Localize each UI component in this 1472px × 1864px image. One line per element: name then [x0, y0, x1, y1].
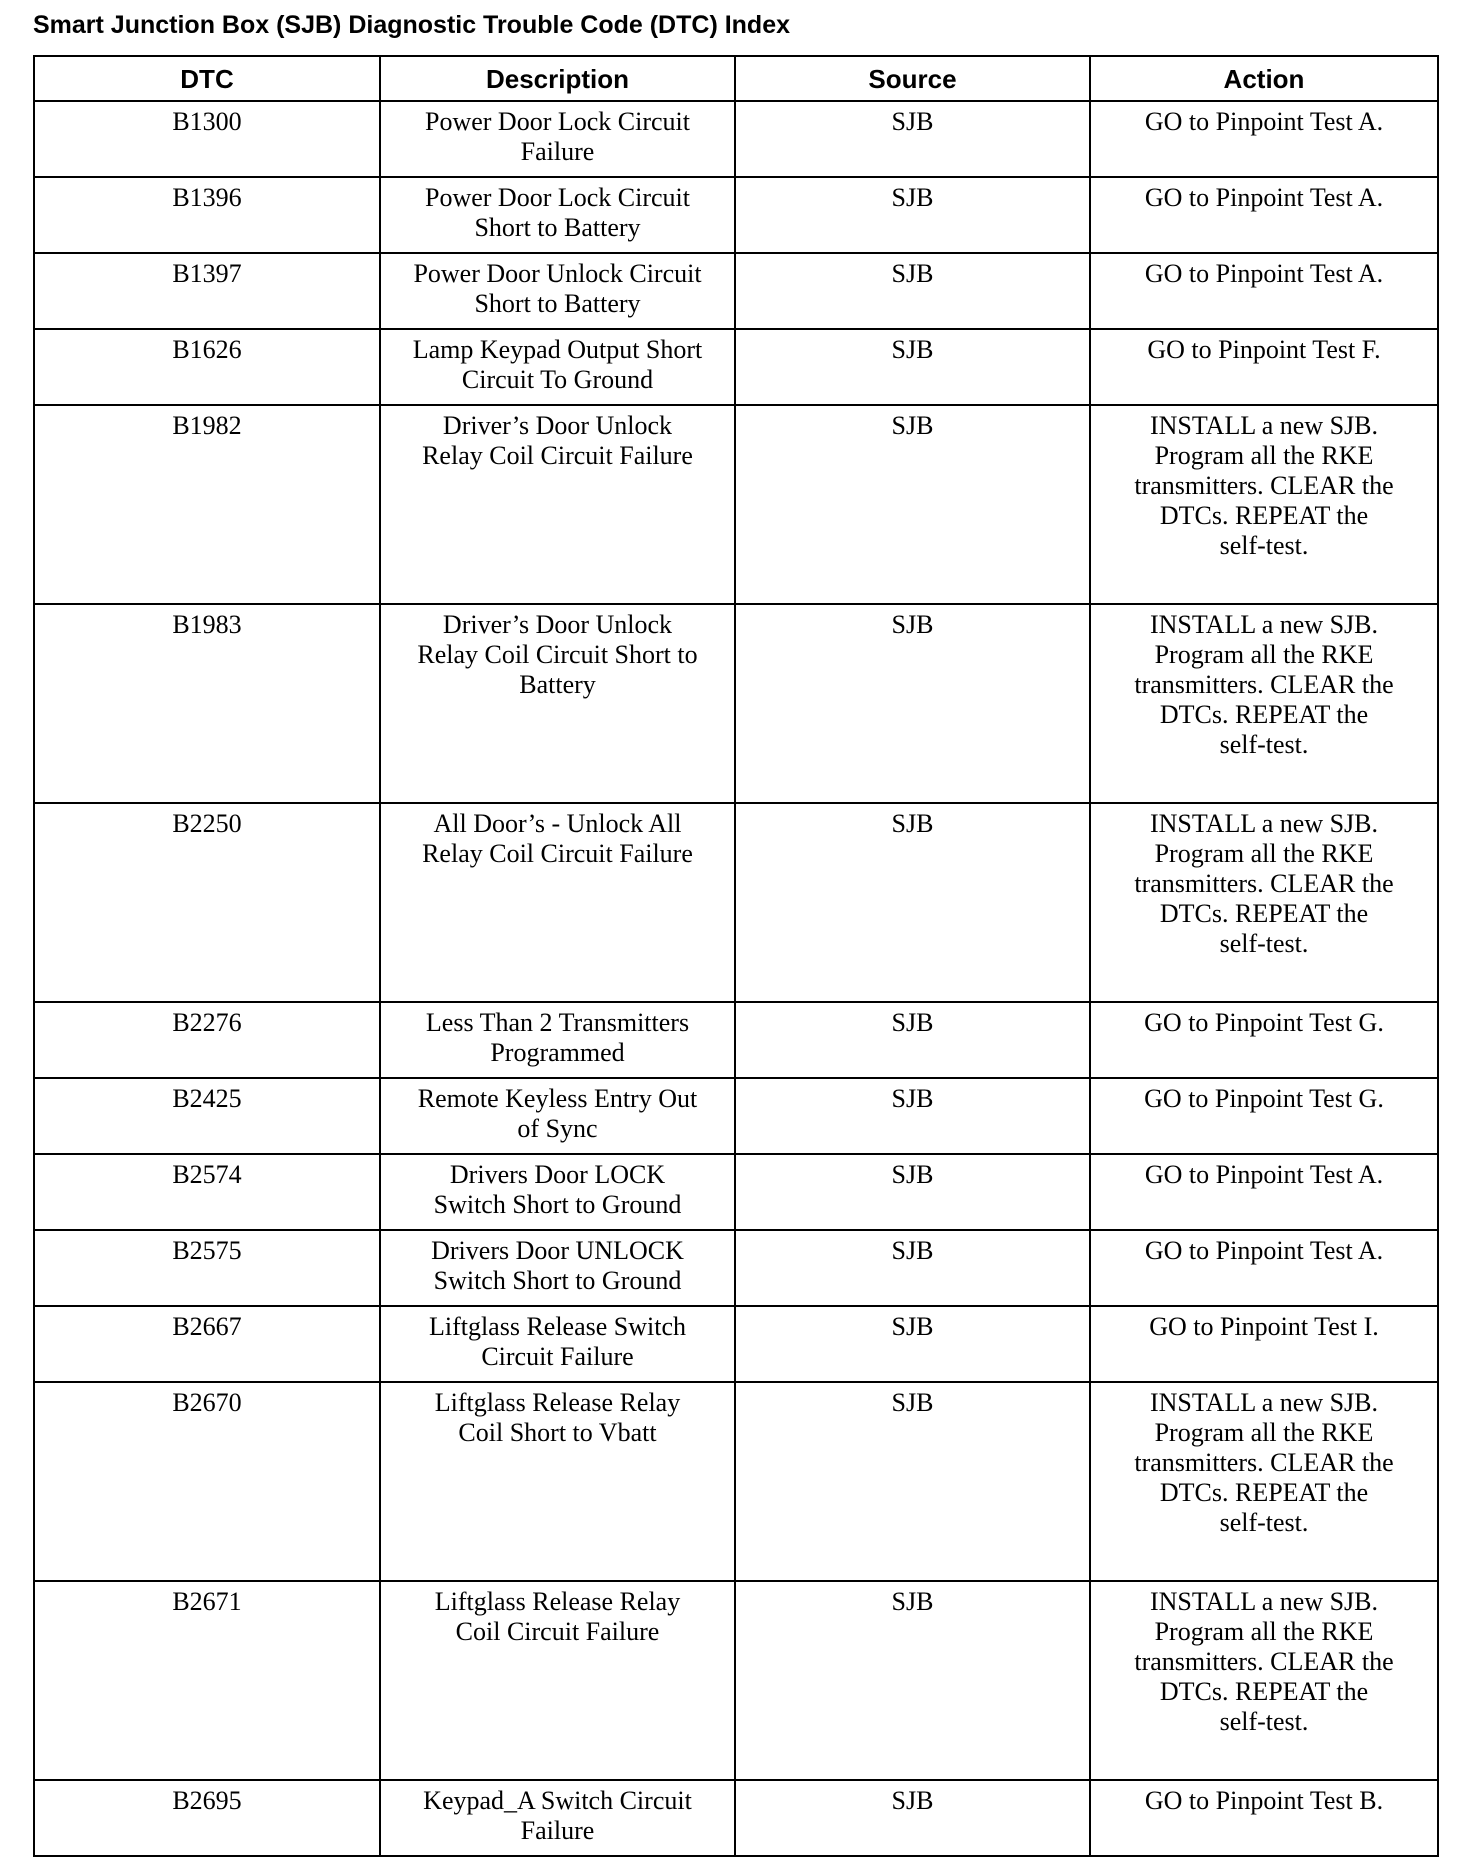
description-cell [380, 1154, 735, 1230]
dtc-cell [34, 604, 380, 803]
description-cell [380, 405, 735, 604]
description-cell [380, 177, 735, 253]
dtc-cell [34, 1382, 380, 1581]
dtc-source: SJB [891, 1388, 934, 1417]
dtc-description: Drivers Door LOCK Switch Short to Ground [433, 1160, 682, 1219]
dtc-description: Driver’s Door Unlock Relay Coil Circuit Failure [422, 411, 693, 470]
dtc-code: B1982 [172, 411, 242, 440]
source-cell [735, 604, 1090, 803]
dtc-action: GO to Pinpoint Test A. [1144, 107, 1384, 136]
table-row [34, 1230, 1438, 1306]
dtc-cell [34, 1780, 380, 1856]
dtc-description: Power Door Lock Circuit Short to Battery [424, 183, 690, 242]
action-cell [1090, 329, 1438, 405]
description-cell [380, 1780, 735, 1856]
action-cell [1090, 604, 1438, 803]
dtc-cell [34, 253, 380, 329]
table-row [34, 1306, 1438, 1382]
dtc-description: Liftglass Release Relay Coil Circuit Failure [434, 1587, 681, 1646]
description-cell [380, 803, 735, 1002]
dtc-code: B2425 [172, 1084, 242, 1113]
table-row [34, 1154, 1438, 1230]
column-header-dtc: DTC [34, 56, 380, 101]
description-cell [380, 101, 735, 177]
dtc-action: GO to Pinpoint Test A. [1144, 259, 1384, 288]
dtc-cell [34, 1078, 380, 1154]
dtc-description: All Door’s - Unlock All Relay Coil Circuit Failure [422, 809, 693, 868]
table-row [34, 1382, 1438, 1581]
description-cell [380, 1306, 735, 1382]
action-cell [1090, 1002, 1438, 1078]
table-row [34, 329, 1438, 405]
dtc-description: Liftglass Release Switch Circuit Failure [428, 1312, 687, 1371]
dtc-source: SJB [891, 1236, 934, 1265]
source-cell [735, 1306, 1090, 1382]
dtc-action: GO to Pinpoint Test A. [1144, 1236, 1384, 1265]
dtc-action: INSTALL a new SJB. Program all the RKE transmitters. CLEAR the DTCs. REPEAT the self-test. [1134, 1388, 1394, 1537]
dtc-cell [34, 177, 380, 253]
action-cell [1090, 101, 1438, 177]
dtc-source: SJB [891, 1587, 934, 1616]
dtc-source: SJB [891, 1160, 934, 1189]
dtc-source: SJB [891, 809, 934, 838]
dtc-source: SJB [891, 1008, 934, 1037]
source-cell [735, 405, 1090, 604]
dtc-code: B2575 [172, 1236, 242, 1265]
dtc-cell [34, 803, 380, 1002]
dtc-source: SJB [891, 610, 934, 639]
dtc-action: GO to Pinpoint Test I. [1149, 1312, 1379, 1341]
source-cell [735, 101, 1090, 177]
dtc-cell [34, 1154, 380, 1230]
dtc-source: SJB [891, 107, 934, 136]
table-row [34, 1078, 1438, 1154]
dtc-cell [34, 1581, 380, 1780]
dtc-source: SJB [891, 1084, 934, 1113]
action-cell [1090, 1154, 1438, 1230]
dtc-description: Driver’s Door Unlock Relay Coil Circuit Short to Battery [417, 610, 698, 699]
description-cell [380, 1002, 735, 1078]
dtc-cell [34, 329, 380, 405]
table-header-row [34, 56, 1438, 101]
action-cell [1090, 1382, 1438, 1581]
source-cell [735, 803, 1090, 1002]
dtc-code: B1983 [172, 610, 242, 639]
source-cell [735, 1780, 1090, 1856]
dtc-action: INSTALL a new SJB. Program all the RKE transmitters. CLEAR the DTCs. REPEAT the self-test. [1134, 610, 1394, 759]
dtc-cell [34, 1306, 380, 1382]
table-row [34, 101, 1438, 177]
dtc-action: GO to Pinpoint Test B. [1144, 1786, 1384, 1815]
dtc-code: B1396 [172, 183, 242, 212]
description-cell [380, 1078, 735, 1154]
action-cell [1090, 1078, 1438, 1154]
description-cell [380, 329, 735, 405]
dtc-code: B2250 [172, 809, 242, 838]
source-cell [735, 1002, 1090, 1078]
column-header-description: Description [380, 56, 735, 101]
table-row [34, 1581, 1438, 1780]
table-row [34, 1002, 1438, 1078]
source-cell [735, 1078, 1090, 1154]
source-cell [735, 1154, 1090, 1230]
action-cell [1090, 1780, 1438, 1856]
dtc-description: Keypad_A Switch Circuit Failure [423, 1786, 692, 1845]
dtc-description: Power Door Lock Circuit Failure [424, 107, 690, 166]
dtc-index-table [33, 55, 1439, 1857]
dtc-action: INSTALL a new SJB. Program all the RKE transmitters. CLEAR the DTCs. REPEAT the self-test. [1134, 411, 1394, 560]
description-cell [380, 1230, 735, 1306]
action-cell [1090, 1230, 1438, 1306]
table-row [34, 253, 1438, 329]
dtc-action: INSTALL a new SJB. Program all the RKE transmitters. CLEAR the DTCs. REPEAT the self-test. [1134, 809, 1394, 958]
dtc-action: GO to Pinpoint Test F. [1147, 335, 1381, 364]
dtc-code: B1397 [172, 259, 242, 288]
source-cell [735, 1382, 1090, 1581]
dtc-code: B1300 [172, 107, 242, 136]
dtc-action: GO to Pinpoint Test G. [1144, 1008, 1384, 1037]
table-row [34, 604, 1438, 803]
table-row [34, 405, 1438, 604]
dtc-description: Lamp Keypad Output Short Circuit To Ground [412, 335, 703, 394]
dtc-cell [34, 101, 380, 177]
dtc-description: Power Door Unlock Circuit Short to Battery [413, 259, 702, 318]
description-cell [380, 1382, 735, 1581]
page-title: Smart Junction Box (SJB) Diagnostic Trouble Code (DTC) Index [33, 11, 791, 39]
table-row [34, 177, 1438, 253]
action-cell [1090, 177, 1438, 253]
description-cell [380, 253, 735, 329]
table-row [34, 1780, 1438, 1856]
dtc-cell [34, 1230, 380, 1306]
dtc-code: B2276 [172, 1008, 242, 1037]
dtc-source: SJB [891, 411, 934, 440]
dtc-description: Drivers Door UNLOCK Switch Short to Ground [431, 1236, 684, 1295]
column-header-action: Action [1090, 56, 1438, 101]
dtc-action: GO to Pinpoint Test A. [1144, 1160, 1384, 1189]
dtc-code: B2574 [172, 1160, 242, 1189]
source-cell [735, 1230, 1090, 1306]
dtc-source: SJB [891, 1312, 934, 1341]
action-cell [1090, 405, 1438, 604]
dtc-code: B2667 [172, 1312, 242, 1341]
column-header-source: Source [735, 56, 1090, 101]
source-cell [735, 329, 1090, 405]
dtc-code: B2695 [172, 1786, 242, 1815]
action-cell [1090, 1306, 1438, 1382]
dtc-cell [34, 405, 380, 604]
description-cell [380, 604, 735, 803]
dtc-code: B2670 [172, 1388, 242, 1417]
dtc-source: SJB [891, 259, 934, 288]
dtc-source: SJB [891, 1786, 934, 1815]
dtc-action: GO to Pinpoint Test A. [1144, 183, 1384, 212]
action-cell [1090, 1581, 1438, 1780]
dtc-source: SJB [891, 183, 934, 212]
description-cell [380, 1581, 735, 1780]
table-row [34, 803, 1438, 1002]
dtc-description: Less Than 2 Transmitters Programmed [425, 1008, 690, 1067]
dtc-action: GO to Pinpoint Test G. [1144, 1084, 1384, 1113]
dtc-description: Remote Keyless Entry Out of Sync [417, 1084, 698, 1143]
dtc-description: Liftglass Release Relay Coil Short to Vbatt [434, 1388, 681, 1447]
source-cell [735, 177, 1090, 253]
dtc-code: B1626 [172, 335, 242, 364]
source-cell [735, 253, 1090, 329]
action-cell [1090, 803, 1438, 1002]
action-cell [1090, 253, 1438, 329]
dtc-source: SJB [891, 335, 934, 364]
dtc-action: INSTALL a new SJB. Program all the RKE transmitters. CLEAR the DTCs. REPEAT the self-test. [1134, 1587, 1394, 1736]
dtc-code: B2671 [172, 1587, 242, 1616]
dtc-cell [34, 1002, 380, 1078]
source-cell [735, 1581, 1090, 1780]
